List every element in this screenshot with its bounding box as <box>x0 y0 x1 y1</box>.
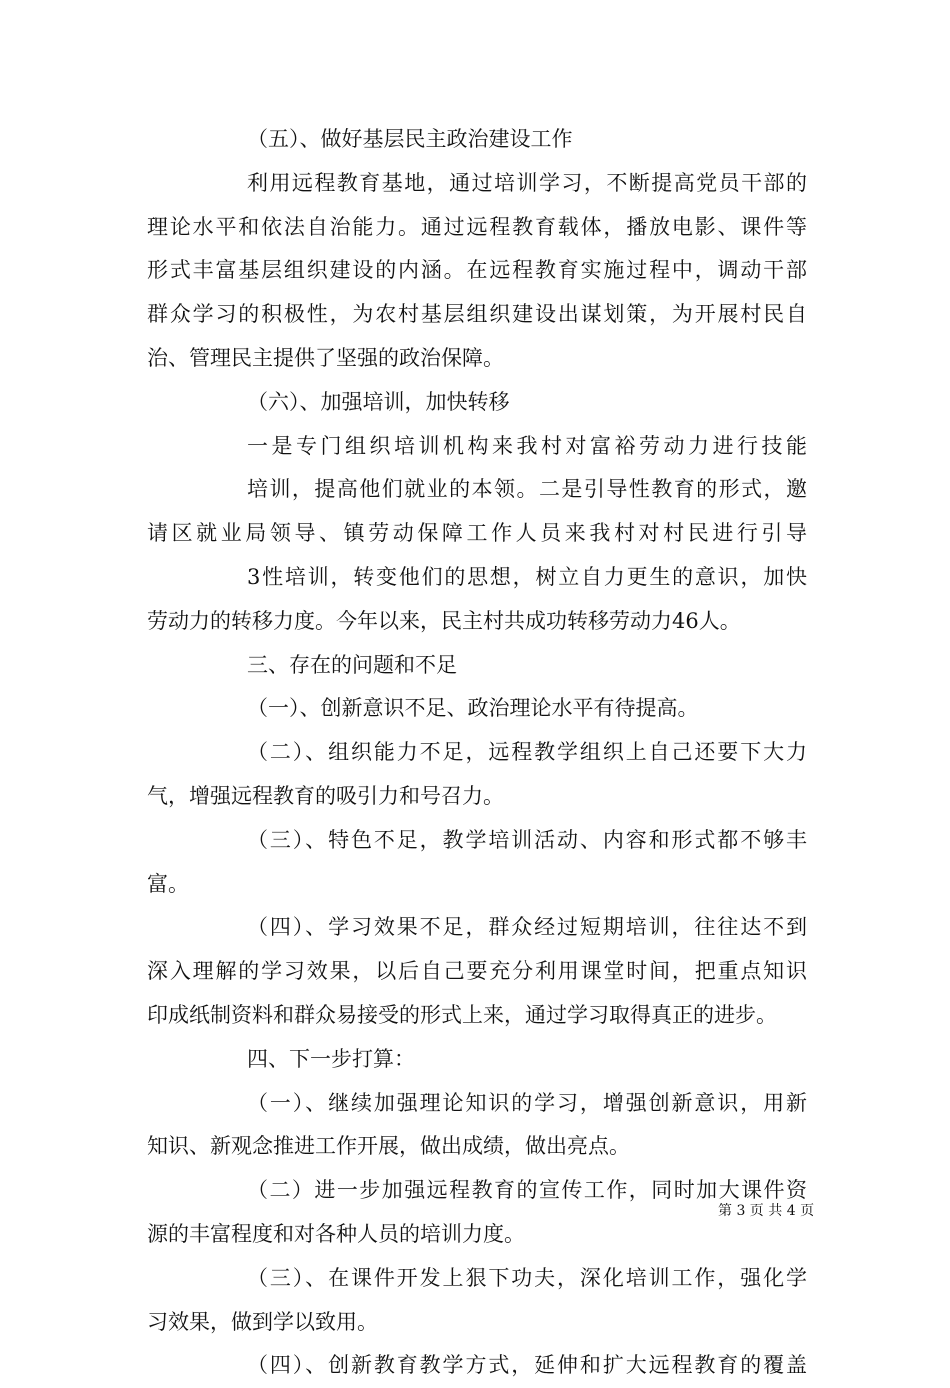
document-body <box>147 118 807 1388</box>
paragraph-line: 3性培训，转变他们的思想，树立自力更生的意识，加快 <box>247 564 807 589</box>
paragraph-line: 一是专门组织培训机构来我村对富裕劳动力进行技能 <box>247 433 807 458</box>
section-heading: 四、下一步打算： <box>247 1046 415 1071</box>
list-item-continuation: 源的丰富程度和对各种人员的培训力度。 <box>147 1221 525 1246</box>
page-number: 第 3 页 共 4 页 <box>718 1203 815 1219</box>
list-item: （一）、继续加强理论知识的学习，增强创新意识，用新 <box>247 1090 807 1115</box>
list-item: （一）、创新意识不足、政治理论水平有待提高。 <box>247 696 699 721</box>
list-item: （四）、学习效果不足，群众经过短期培训，往往达不到 <box>247 915 807 940</box>
list-item-continuation: 习效果，做到学以致用。 <box>147 1309 378 1334</box>
list-item: （三）、特色不足，教学培训活动、内容和形式都不够丰 <box>247 827 807 852</box>
section-heading: 三、存在的问题和不足 <box>247 652 457 677</box>
section-heading: （五）、做好基层民主政治建设工作 <box>247 127 573 151</box>
paragraph-line: 利用远程教育基地，通过培训学习，不断提高党员干部的 <box>247 170 807 195</box>
list-item: （二）、组织能力不足，远程教学组织上自己还要下大力 <box>247 740 807 765</box>
list-item-continuation: 气，增强远程教育的吸引力和号召力。 <box>147 783 504 808</box>
paragraph-line: 理论水平和依法自治能力。通过远程教育载体，播放电影、课件等 <box>147 214 807 239</box>
list-item: （二）进一步加强远程教育的宣传工作，同时加大课件资 <box>247 1178 807 1203</box>
list-item-continuation: 深入理解的学习效果，以后自己要充分利用课堂时间，把重点知识 <box>147 959 807 984</box>
list-item: （三）、在课件开发上狠下功夫，深化培训工作，强化学 <box>247 1265 807 1290</box>
paragraph-line: 劳动力的转移力度。今年以来，民主村共成功转移劳动力46人。 <box>147 608 741 633</box>
section-heading: （六）、加强培训，加快转移 <box>247 389 510 414</box>
paragraph-line: 群众学习的积极性，为农村基层组织建设出谋划策，为开展村民自 <box>147 302 807 327</box>
paragraph-line: 请区就业局领导、镇劳动保障工作人员来我村对村民进行引导 <box>147 521 807 546</box>
list-item-continuation: 富。 <box>147 871 189 896</box>
paragraph-line: 形式丰富基层组织建设的内涵。在远程教育实施过程中，调动干部 <box>147 258 807 283</box>
list-item: （四）、创新教育教学方式，延伸和扩大远程教育的覆盖 <box>247 1353 807 1378</box>
paragraph-line: 治、管理民主提供了坚强的政治保障。 <box>147 345 504 370</box>
list-item-continuation: 知识、新观念推进工作开展，做出成绩，做出亮点。 <box>147 1134 630 1159</box>
paragraph-line: 培训，提高他们就业的本领。二是引导性教育的形式，邀 <box>247 477 807 502</box>
list-item-continuation: 印成纸制资料和群众易接受的形式上来，通过学习取得真正的进步。 <box>147 1002 777 1027</box>
